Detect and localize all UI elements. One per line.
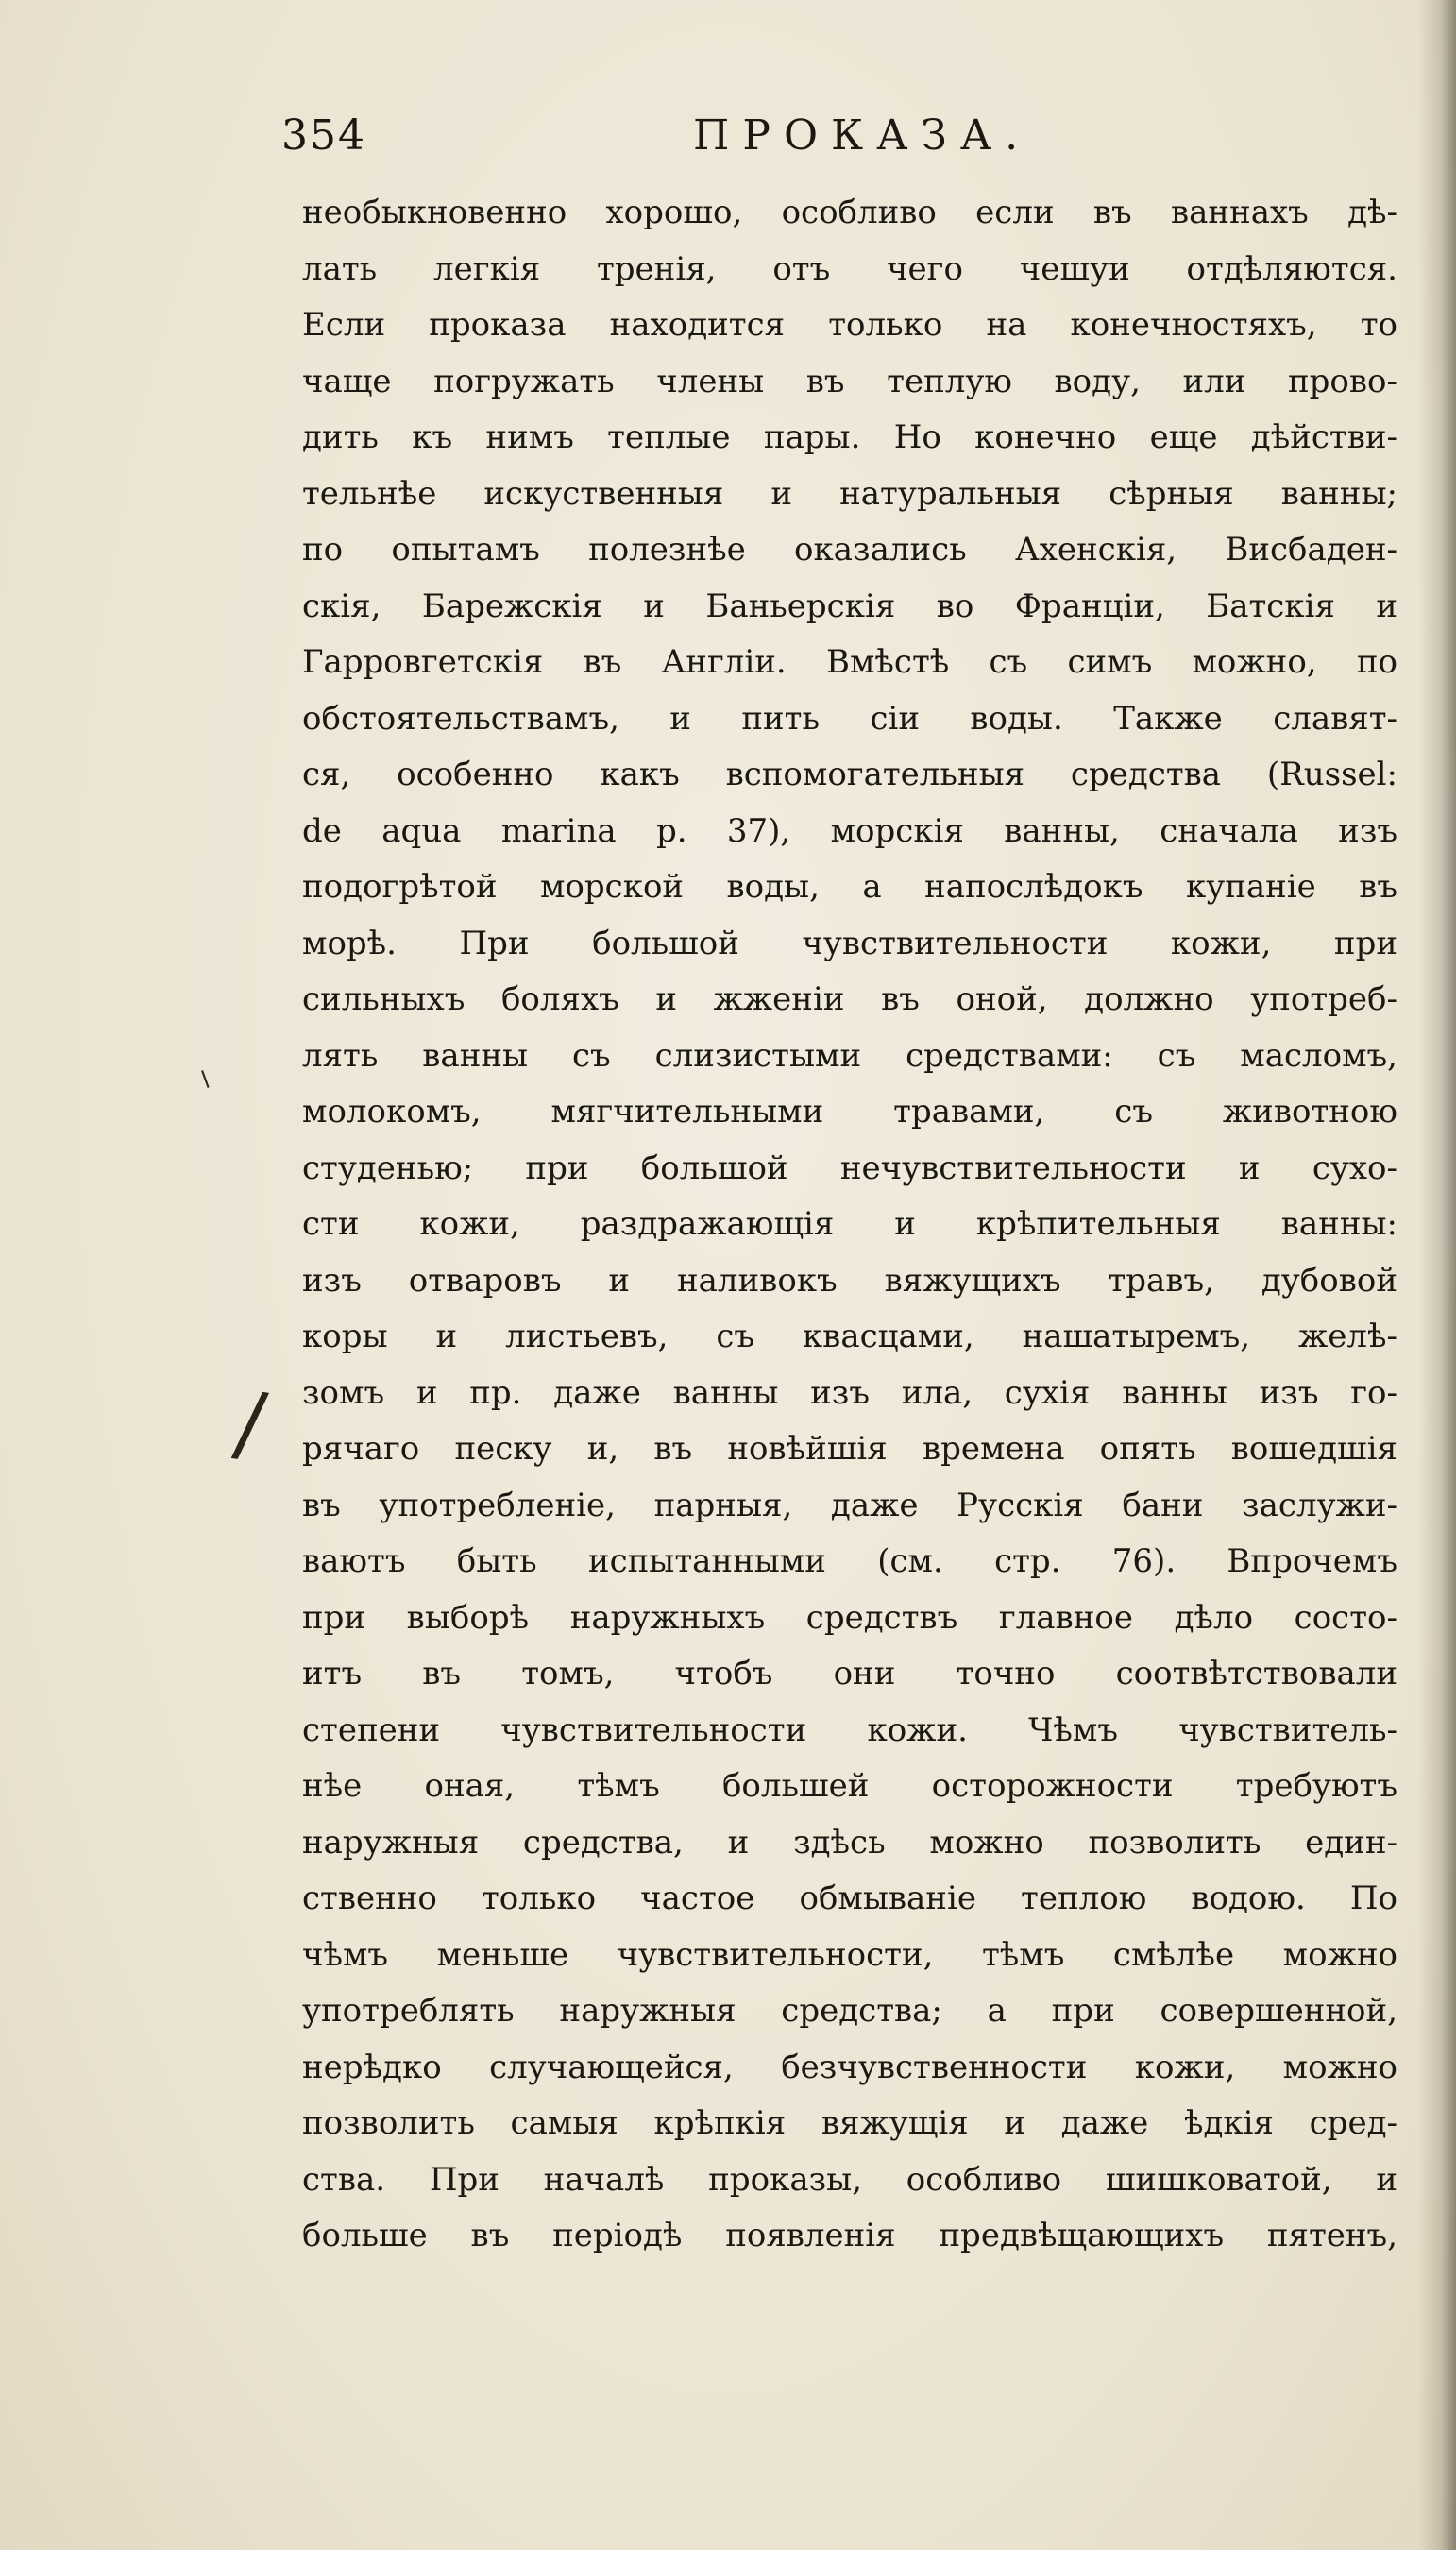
text-line: наружныя средства, и здѣсь можно позволить един- [302, 1823, 1397, 1862]
text-line: изъ отваровъ и наливокъ вяжущихъ травъ, дубовой [302, 1261, 1397, 1300]
text-line: по опытамъ полезнѣе оказались Ахенскія, Висбаден- [302, 531, 1397, 569]
text-line: сильныхъ боляхъ и жженіи въ оной, должно употреб- [302, 980, 1397, 1018]
text-line: ваютъ быть испытанными (см. стр. 76). Впрочемъ [302, 1542, 1397, 1580]
margin-slash-mark: / [229, 1372, 272, 1475]
text-line: нерѣдко случающейся, безчувственности кожи, можно [302, 2048, 1397, 2086]
text-line: чаще погружать члены въ теплую воду, или прово- [302, 362, 1397, 400]
text-line: чѣмъ меньше чувствительности, тѣмъ смѣлѣе можно [302, 1935, 1397, 1974]
text-line: позволить самыя крѣпкія вяжущія и даже ѣдкія сред- [302, 2104, 1397, 2142]
text-line: при выборѣ наружныхъ средствъ главное дѣло состо- [302, 1598, 1397, 1637]
page-header [281, 111, 1396, 178]
text-line: подогрѣтой морской воды, а напослѣдокъ купаніе въ [302, 868, 1397, 906]
text-line: ственно только частое обмываніе теплою водою. По [302, 1879, 1397, 1917]
text-line: итъ въ томъ, чтобъ они точно соотвѣтствовали [302, 1655, 1397, 1692]
page-edge-shadow [1418, 0, 1456, 2550]
text-line: морѣ. При большой чувствительности кожи, при [302, 924, 1397, 962]
margin-dash-mark: ⸌ [184, 1062, 220, 1110]
text-line: дить къ нимъ теплые пары. Но конечно еще дѣйстви- [302, 418, 1397, 456]
text-line: обстоятельствамъ, и пить сіи воды. Также славят- [302, 699, 1397, 738]
page-number: 354 [281, 111, 366, 160]
text-line: коры и листьевъ, съ квасцами, нашатыремъ, желѣ- [302, 1318, 1397, 1355]
text-line: скія, Барежскія и Баньерскія во Франціи, Батскія и [302, 586, 1397, 625]
text-line: лать легкія тренія, отъ чего чешуи отдѣляются. [302, 249, 1397, 288]
text-line: степени чувствительности кожи. Чѣмъ чувствитель- [302, 1710, 1397, 1749]
text-line: студенью; при большой нечувствительности и сухо- [302, 1148, 1397, 1187]
text-line: Если проказа находится только на конечностяхъ, то [302, 306, 1397, 344]
body-text [302, 185, 1397, 2265]
text-line: рячаго песку и, въ новѣйшія времена опять вошедшія [302, 1430, 1397, 1468]
text-line: ся, особенно какъ вспомогательныя средства (Russel: [302, 756, 1397, 793]
text-line: тельнѣе искуственныя и натуральныя сѣрныя ванны; [302, 474, 1397, 513]
text-line: ства. При началѣ проказы, особливо шишковатой, и [302, 2160, 1397, 2199]
text-line: въ употребленіе, парныя, даже Русскія бани заслужи- [302, 1486, 1397, 1524]
text-line: употреблять наружныя средства; а при совершенной, [302, 1992, 1397, 2030]
text-line: de aqua marina p. 37), морскія ванны, сначала изъ [302, 811, 1397, 850]
text-line: лять ванны съ слизистыми средствами: съ масломъ, [302, 1036, 1397, 1075]
text-line: зомъ и пр. даже ванны изъ ила, сухія ванны изъ го- [302, 1373, 1397, 1412]
text-line: Гарровгетскія въ Англіи. Вмѣстѣ съ симъ можно, по [302, 643, 1397, 681]
text-line: больше въ періодѣ появленія предвѣщающихъ пятенъ, [302, 2217, 1397, 2254]
text-line: сти кожи, раздражающія и крѣпительныя ванны: [302, 1205, 1397, 1243]
running-title: ПРОКАЗА. [693, 111, 1032, 160]
text-line: молокомъ, мягчительными травами, съ животною [302, 1093, 1397, 1130]
text-line: нѣе оная, тѣмъ большей осторожности требуютъ [302, 1767, 1397, 1805]
text-line: необыкновенно хорошо, особливо если въ ваннахъ дѣ- [302, 194, 1397, 231]
